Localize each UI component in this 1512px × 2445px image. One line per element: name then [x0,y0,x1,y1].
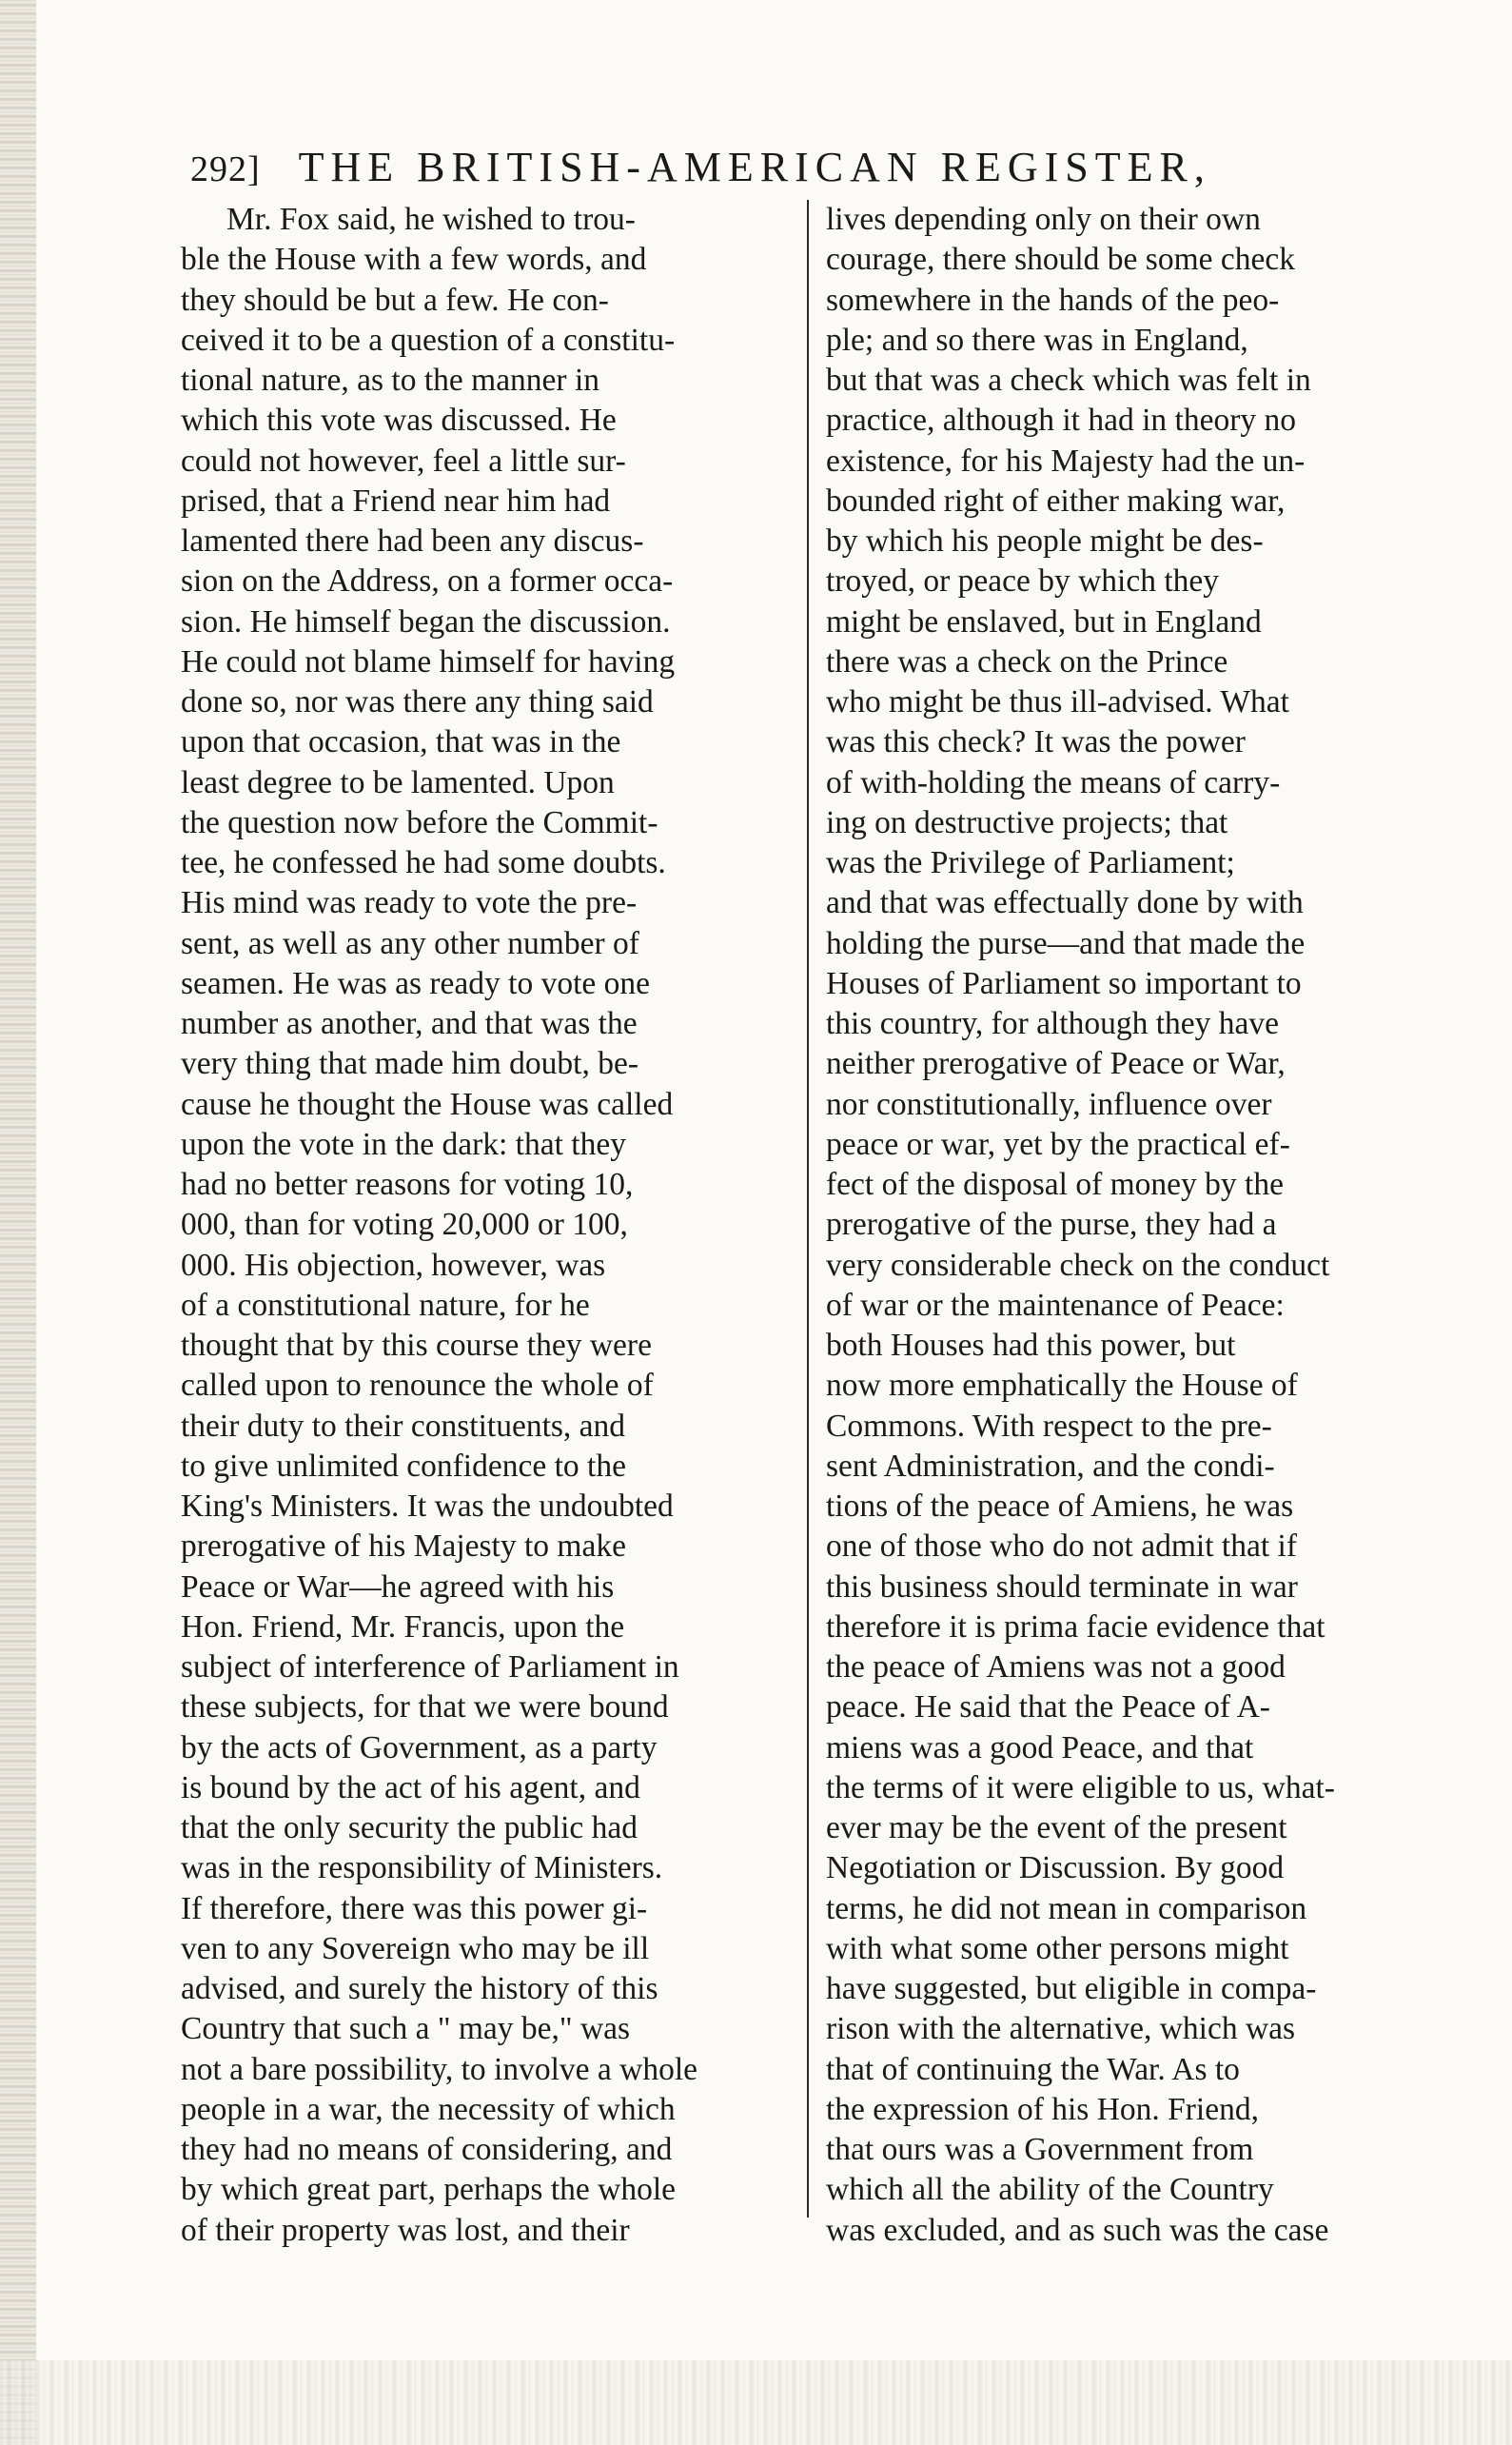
text-line: by which great part, perhaps the whole [181,2172,677,2208]
text-line: fect of the disposal of money by the [826,1167,1284,1202]
text-line: peace or war, yet by the practical ef- [826,1126,1290,1162]
text-line: seamen. He was as ready to vote one [181,965,651,1001]
text-line: Houses of Parliament so important to [826,965,1302,1001]
text-line: done so, nor was there any thing said [181,684,654,720]
text-line: existence, for his Majesty had the un- [826,443,1306,479]
text-line: 000, than for voting 20,000 or 100, [181,1207,628,1243]
text-line: bounded right of either making war, [826,483,1286,519]
text-line: of with-holding the means of carry- [826,764,1281,800]
text-line: cause he thought the House was called [181,1086,674,1122]
text-line: Peace or War—he agreed with his [181,1568,615,1605]
text-line: number as another, and that was the [181,1006,638,1041]
text-line: might be enslaved, but in England [826,603,1262,640]
text-line: the expression of his Hon. Friend, [826,2091,1259,2127]
text-line: peace. He said that the Peace of A- [826,1689,1270,1725]
text-line: the question now before the Commit- [181,804,658,840]
text-line: sion on the Address, on a former occa- [181,563,674,600]
text-line: subject of interference of Parliament in [181,1649,679,1685]
text-line: ever may be the event of the present [826,1810,1287,1845]
text-line: this country, for although they have [826,1006,1280,1041]
text-line: prerogative of his Majesty to make [181,1528,626,1565]
text-line: lives depending only on their own [826,202,1261,237]
text-line: Commons. With respect to the pre- [826,1408,1272,1444]
text-line: they had no means of considering, and [181,2132,673,2167]
text-line: courage, there should be some check [826,242,1295,278]
text-line: to give unlimited confidence to the [181,1448,626,1484]
text-line: they should be but a few. He con- [181,282,609,318]
text-line: by which his people might be des- [826,523,1264,559]
text-line: the peace of Amiens was not a good [826,1649,1286,1685]
text-line: upon the vote in the dark: that they [181,1126,626,1162]
text-line: very considerable check on the conduct [826,1247,1330,1283]
text-line: ven to any Sovereign who may be ill [181,1930,650,1966]
text-line: had no better reasons for voting 10, [181,1167,634,1202]
text-line: tional nature, as to the manner in [181,363,600,398]
text-line: 000. His objection, however, was [181,1247,606,1283]
text-line: their duty to their constituents, and [181,1408,626,1444]
text-line: sent, as well as any other number of [181,925,639,961]
text-line: holding the purse—and that made the [826,925,1306,961]
text-line: thought that by this course they were [181,1328,652,1363]
text-line: miens was a good Peace, and that [826,1729,1254,1765]
text-line: tee, he confessed he had some doubts. [181,845,666,880]
text-line: Mr. Fox said, he wished to trou- [226,202,636,237]
text-line: these subjects, for that we were bound [181,1689,669,1725]
text-line: have suggested, but eligible in compa- [826,1971,1317,2006]
text-line: was excluded, and as such was the case [826,2212,1329,2248]
column-rule [807,200,809,2218]
page-header [190,143,1446,200]
text-line: ble the House with a few words, and [181,242,647,278]
text-line: by the acts of Government, as a party [181,1729,658,1765]
text-line: that ours was a Government from [826,2132,1254,2167]
text-line: of their property was lost, and their [181,2212,630,2248]
text-line: prerogative of the purse, they had a [826,1207,1277,1243]
text-line: that the only security the public had [181,1810,638,1845]
text-line: nor constitutionally, influence over [826,1086,1272,1122]
text-line: was the Privilege of Parliament; [826,845,1235,880]
text-line: was this check? It was the power [826,724,1246,760]
running-title: THE BRITISH-AMERICAN REGISTER, [298,144,1211,190]
text-line: called upon to renounce the whole of [181,1368,654,1404]
text-line: somewhere in the hands of the peo- [826,282,1280,318]
text-line: is bound by the act of his agent, and [181,1769,640,1805]
text-line: prised, that a Friend near him had [181,483,611,519]
text-line: not a bare possibility, to involve a whole [181,2051,698,2087]
text-line: which this vote was discussed. He [181,403,617,439]
text-line: terms, he did not mean in comparison [826,1890,1307,1926]
text-line: of a constitutional nature, for he [181,1287,590,1323]
text-line: advised, and surely the history of this [181,1971,658,2006]
text-line: sent Administration, and the condi- [826,1448,1275,1484]
text-line: with what some other persons might [826,1930,1289,1966]
text-line: the terms of it were eligible to us, what- [826,1769,1335,1805]
page-bottom-margin [0,2360,1512,2445]
text-line: Hon. Friend, Mr. Francis, upon the [181,1608,625,1645]
text-line: Country that such a " may be," was [181,2011,631,2047]
text-line: but that was a check which was felt in [826,363,1311,398]
text-line: therefore it is prima facie evidence that [826,1608,1325,1645]
text-line: sion. He himself began the discussion. [181,603,671,640]
text-line: troyed, or peace by which they [826,563,1220,600]
text-line: now more emphatically the House of [826,1368,1298,1404]
text-line: rison with the alternative, which was [826,2011,1296,2047]
text-line: least degree to be lamented. Upon [181,764,615,800]
text-line: Negotiation or Discussion. By good [826,1850,1285,1886]
text-line: King's Ministers. It was the undoubted [181,1489,674,1524]
text-line: that of continuing the War. As to [826,2051,1240,2087]
text-line: could not however, feel a little sur- [181,443,626,479]
text-line: of war or the maintenance of Peace: [826,1287,1285,1323]
text-line: one of those who do not admit that if [826,1528,1297,1565]
text-line: practice, although it had in theory no [826,403,1296,439]
text-line: If therefore, there was this power gi- [181,1890,648,1926]
text-line: very thing that made him doubt, be- [181,1046,638,1082]
text-line: ing on destructive projects; that [826,804,1228,840]
text-line: His mind was ready to vote the pre- [181,885,638,921]
page-number: 292] [190,149,261,189]
text-line: lamented there had been any discus- [181,523,644,559]
text-line: upon that occasion, that was in the [181,724,621,760]
text-line: and that was effectually done by with [826,885,1304,921]
text-line: people in a war, the necessity of which [181,2091,676,2127]
page-binding-edge [0,0,36,2445]
text-line: this business should terminate in war [826,1568,1298,1605]
text-line: He could not blame himself for having [181,643,676,680]
text-line: was in the responsibility of Ministers. [181,1850,663,1886]
right-column [826,200,1440,2251]
text-line: ceived it to be a question of a constitu- [181,322,676,358]
text-line: there was a check on the Prince [826,643,1228,680]
text-line: both Houses had this power, but [826,1328,1236,1363]
text-line: which all the ability of the Country [826,2172,1274,2208]
text-line: tions of the peace of Amiens, he was [826,1489,1294,1524]
left-column [181,200,795,2251]
text-line: who might be thus ill-advised. What [826,684,1289,720]
text-line: ple; and so there was in England, [826,322,1248,358]
text-line: neither prerogative of Peace or War, [826,1046,1286,1082]
